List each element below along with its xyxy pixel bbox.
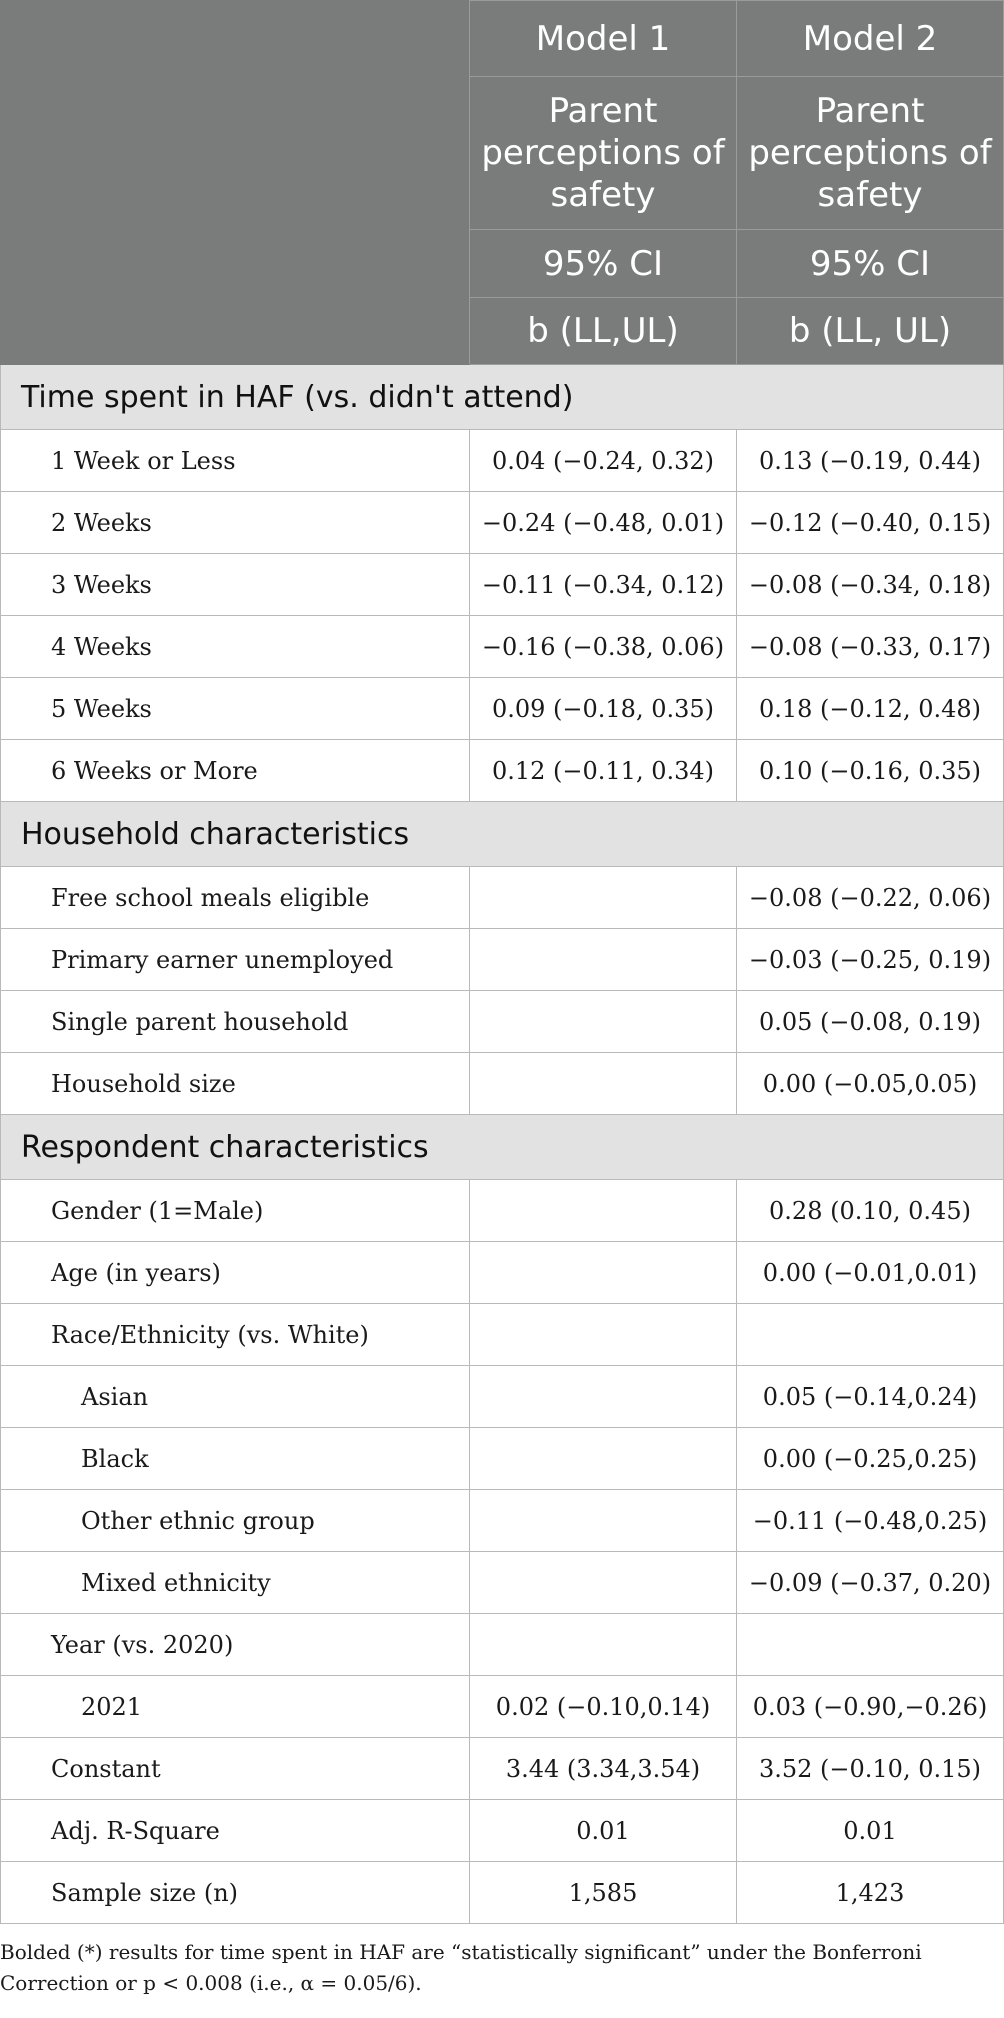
model2-value: −0.08 (−0.34, 0.18) — [737, 554, 1004, 616]
section-label: Household characteristics — [1, 802, 1004, 867]
model1-value: 0.12 (−0.11, 0.34) — [470, 740, 737, 802]
table-row — [1, 1676, 1004, 1738]
model2-value — [737, 1304, 1004, 1366]
model2-value: 0.00 (−0.25,0.25) — [737, 1428, 1004, 1490]
section-row — [1, 802, 1004, 867]
model2-outcome: Parent perceptions of safety — [737, 77, 1004, 230]
row-label: Constant — [1, 1738, 470, 1800]
model1-outcome: Parent perceptions of safety — [470, 77, 737, 230]
row-label: 4 Weeks — [1, 616, 470, 678]
model2-value: −0.12 (−0.40, 0.15) — [737, 492, 1004, 554]
table-row — [1, 1614, 1004, 1676]
model1-value: −0.11 (−0.34, 0.12) — [470, 554, 737, 616]
model2-value: −0.08 (−0.22, 0.06) — [737, 867, 1004, 929]
table-footnote: Bolded (*) results for time spent in HAF are “statistically significant” under the Bonferroni Correction or p < 0.008 (i.e., α = 0.05/6). — [0, 1940, 922, 1995]
model2-value: 0.03 (−0.90,−0.26) — [737, 1676, 1004, 1738]
model2-ci: 95% CI — [737, 230, 1004, 298]
table-row — [1, 1053, 1004, 1115]
model1-ci: 95% CI — [470, 230, 737, 298]
row-label: Household size — [1, 1053, 470, 1115]
row-label: 1 Week or Less — [1, 430, 470, 492]
table-header — [1, 1, 1004, 365]
table-row — [1, 929, 1004, 991]
model2-value: −0.09 (−0.37, 0.20) — [737, 1552, 1004, 1614]
model2-value: 0.00 (−0.05,0.05) — [737, 1053, 1004, 1115]
table-row — [1, 740, 1004, 802]
row-label: Primary earner unemployed — [1, 929, 470, 991]
model2-value: −0.03 (−0.25, 0.19) — [737, 929, 1004, 991]
row-label: Mixed ethnicity — [1, 1552, 470, 1614]
row-label: Black — [1, 1428, 470, 1490]
row-label: Adj. R-Square — [1, 1800, 470, 1862]
row-label: 5 Weeks — [1, 678, 470, 740]
section-row — [1, 365, 1004, 430]
model1-value: 3.44 (3.34,3.54) — [470, 1738, 737, 1800]
table-row — [1, 554, 1004, 616]
model1-value — [470, 1552, 737, 1614]
row-label: Asian — [1, 1366, 470, 1428]
model1-value — [470, 1180, 737, 1242]
table-body — [1, 365, 1004, 1924]
row-label: 3 Weeks — [1, 554, 470, 616]
row-label: Free school meals eligible — [1, 867, 470, 929]
model2-value: 0.05 (−0.14,0.24) — [737, 1366, 1004, 1428]
model2-value: 0.13 (−0.19, 0.44) — [737, 430, 1004, 492]
row-label: 2021 — [1, 1676, 470, 1738]
model1-value — [470, 1366, 737, 1428]
table-row — [1, 867, 1004, 929]
model2-value: 0.18 (−0.12, 0.48) — [737, 678, 1004, 740]
model1-value: −0.24 (−0.48, 0.01) — [470, 492, 737, 554]
model2-value — [737, 1614, 1004, 1676]
model1-value — [470, 867, 737, 929]
table-row — [1, 1552, 1004, 1614]
model1-value — [470, 1242, 737, 1304]
row-label: Sample size (n) — [1, 1862, 470, 1924]
section-label: Time spent in HAF (vs. didn't attend) — [1, 365, 1004, 430]
row-label: Single parent household — [1, 991, 470, 1053]
table-row — [1, 678, 1004, 740]
row-label: 2 Weeks — [1, 492, 470, 554]
model2-value: 0.05 (−0.08, 0.19) — [737, 991, 1004, 1053]
model1-value — [470, 929, 737, 991]
table-row — [1, 1738, 1004, 1800]
model1-value — [470, 1304, 737, 1366]
row-label: Year (vs. 2020) — [1, 1614, 470, 1676]
row-label: Other ethnic group — [1, 1490, 470, 1552]
row-label: Gender (1=Male) — [1, 1180, 470, 1242]
row-label: 6 Weeks or More — [1, 740, 470, 802]
model2-value: −0.11 (−0.48,0.25) — [737, 1490, 1004, 1552]
table-row — [1, 616, 1004, 678]
model2-value: 1,423 — [737, 1862, 1004, 1924]
model1-value: 1,585 — [470, 1862, 737, 1924]
table-row — [1, 991, 1004, 1053]
model2-value: 0.00 (−0.01,0.01) — [737, 1242, 1004, 1304]
model1-value: 0.01 — [470, 1800, 737, 1862]
model1-value: 0.04 (−0.24, 0.32) — [470, 430, 737, 492]
model1-b: b (LL,UL) — [470, 298, 737, 365]
model2-value: 0.10 (−0.16, 0.35) — [737, 740, 1004, 802]
model1-value: 0.02 (−0.10,0.14) — [470, 1676, 737, 1738]
table-row — [1, 1304, 1004, 1366]
header-corner — [1, 1, 470, 365]
model2-header: Model 2 — [737, 1, 1004, 77]
section-label: Respondent characteristics — [1, 1115, 1004, 1180]
model2-value: 0.01 — [737, 1800, 1004, 1862]
table-row — [1, 430, 1004, 492]
model2-value: 3.52 (−0.10, 0.15) — [737, 1738, 1004, 1800]
table-row — [1, 1800, 1004, 1862]
model2-b: b (LL, UL) — [737, 298, 1004, 365]
model2-value: −0.08 (−0.33, 0.17) — [737, 616, 1004, 678]
model1-value — [470, 991, 737, 1053]
model1-value — [470, 1490, 737, 1552]
model1-value — [470, 1428, 737, 1490]
table-row — [1, 1490, 1004, 1552]
model1-value: 0.09 (−0.18, 0.35) — [470, 678, 737, 740]
table-row — [1, 1242, 1004, 1304]
row-label: Age (in years) — [1, 1242, 470, 1304]
model1-value — [470, 1053, 737, 1115]
model1-value — [470, 1614, 737, 1676]
table-row — [1, 1862, 1004, 1924]
row-label: Race/Ethnicity (vs. White) — [1, 1304, 470, 1366]
model1-header: Model 1 — [470, 1, 737, 77]
section-row — [1, 1115, 1004, 1180]
table-row — [1, 1366, 1004, 1428]
model1-value: −0.16 (−0.38, 0.06) — [470, 616, 737, 678]
model2-value: 0.28 (0.10, 0.45) — [737, 1180, 1004, 1242]
table-row — [1, 1180, 1004, 1242]
table-row — [1, 1428, 1004, 1490]
table-row — [1, 492, 1004, 554]
